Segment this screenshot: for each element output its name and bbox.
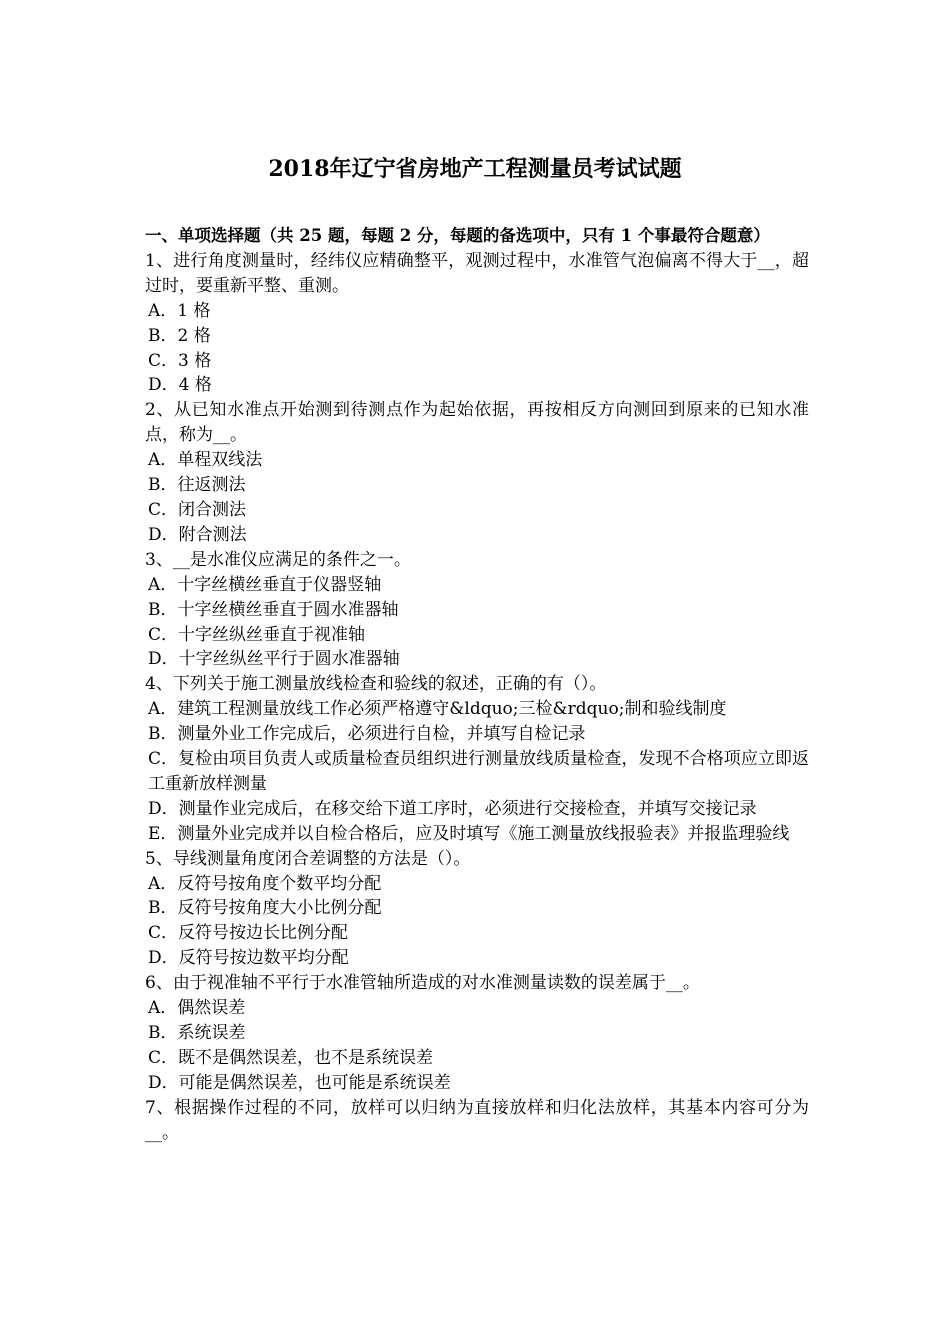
option-c: C．3 格 <box>148 350 212 371</box>
option-d: D．反符号按边数平均分配 <box>148 948 349 969</box>
option-a: A．1 格 <box>148 300 211 321</box>
option-e: E．测量外业完成并以自检合格后，应及时填写《施工测量放线报验表》并报监理验线 <box>148 823 790 844</box>
option-c: C．十字丝纵丝垂直于视准轴 <box>148 624 366 645</box>
question-6 <box>145 971 809 1096</box>
option-b: B．测量外业工作完成后，必须进行自检，并填写自检记录 <box>148 724 586 745</box>
question-1 <box>145 249 809 398</box>
question-3 <box>145 548 809 673</box>
option-a: A．建筑工程测量放线工作必须严格遵守&ldquo;三检&rdquo;制和验线制度 <box>148 699 727 720</box>
question-4 <box>145 672 809 846</box>
option-a: A．反符号按角度个数平均分配 <box>148 873 382 894</box>
option-b: B．反符号按角度大小比例分配 <box>148 898 382 919</box>
question-stem: 2、从已知水准点开始测到待测点作为起始依据，再按相反方向测回到原来的已知水准点，称为__。 <box>145 400 809 446</box>
question-stem: 3、__是水准仪应满足的条件之一。 <box>145 549 411 570</box>
question-5 <box>145 847 809 972</box>
option-c: C．复检由项目负责人或质量检查员组织进行测量放线质量检查，发现不合格项应立即返工重新放样测量 <box>148 749 809 794</box>
option-a: A．单程双线法 <box>148 450 263 471</box>
question-stem: 1、进行角度测量时，经纬仪应精确整平，观测过程中，水准管气泡偏离不得大于__，超过时，要重新平整、重测。 <box>145 250 809 296</box>
section-heading: 一、单项选择题（共 25 题，每题 2 分，每题的备选项中，只有 1 个事最符合题意） <box>145 226 770 245</box>
question-stem: 5、导线测量角度闭合差调整的方法是（）。 <box>145 848 471 869</box>
option-b: B．2 格 <box>148 325 211 346</box>
option-b: B．十字丝横丝垂直于圆水准器轴 <box>148 599 399 620</box>
document-body <box>145 224 809 1146</box>
option-c: C．既不是偶然误差，也不是系统误差 <box>148 1047 434 1068</box>
option-b: B．往返测法 <box>148 475 246 496</box>
option-a: A．十字丝横丝垂直于仪器竖轴 <box>148 574 382 595</box>
option-d: D．测量作业完成后，在移交给下道工序时，必须进行交接检查，并填写交接记录 <box>148 798 757 819</box>
question-stem: 6、由于视准轴不平行于水准管轴所造成的对水准测量读数的误差属于__。 <box>145 973 700 994</box>
question-2 <box>145 398 809 547</box>
option-c: C．闭合测法 <box>148 499 247 520</box>
question-stem: 7、根据操作过程的不同，放样可以归纳为直接放样和归化法放样，其基本内容可分为__。 <box>145 1097 809 1143</box>
option-d: D．4 格 <box>148 375 212 396</box>
document-title: 2018年辽宁省房地产工程测量员考试试题 <box>268 156 682 182</box>
question-7 <box>145 1096 809 1146</box>
option-c: C．反符号按边长比例分配 <box>148 923 349 944</box>
option-b: B．系统误差 <box>148 1023 246 1043</box>
option-d: D．可能是偶然误差，也可能是系统误差 <box>148 1072 451 1093</box>
option-d: D．十字丝纵丝平行于圆水准器轴 <box>148 649 400 670</box>
option-d: D．附合测法 <box>148 524 247 545</box>
question-stem: 4、下列关于施工测量放线检查和验线的叙述，正确的有（）。 <box>145 674 607 695</box>
option-a: A．偶然误差 <box>148 998 246 1019</box>
